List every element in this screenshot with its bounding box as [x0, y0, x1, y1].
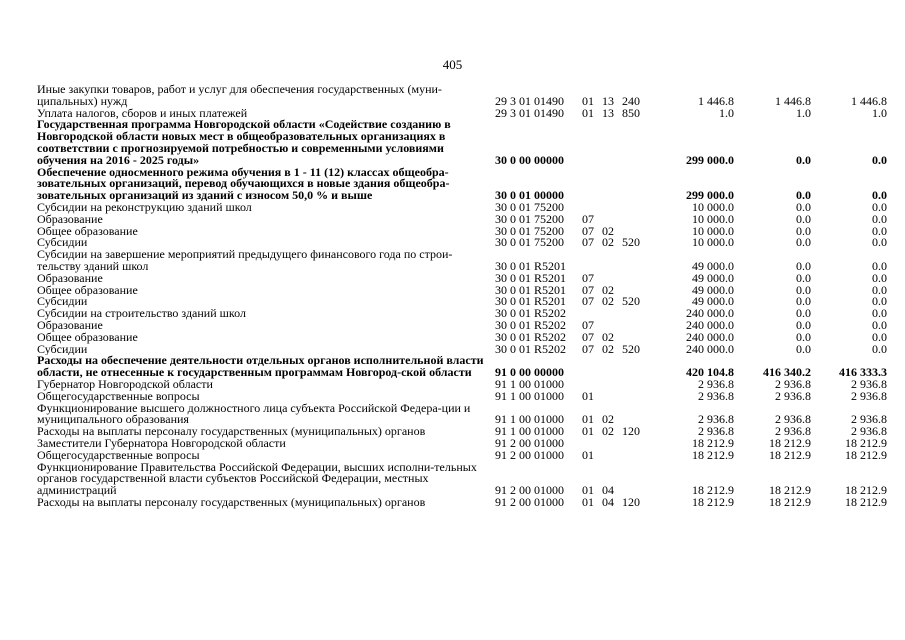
- amount-year-1: 18 212.9: [692, 496, 734, 509]
- table-row: [37, 119, 887, 166]
- amount-year-3: 0.0: [872, 296, 887, 309]
- target-article-code: 91 1 00 01000: [495, 426, 564, 438]
- target-article-code: 91 2 00 01000: [495, 449, 564, 462]
- table-row: [37, 497, 887, 509]
- table-row: [37, 462, 887, 497]
- expense-type-code: 520: [622, 296, 640, 309]
- row-name: Общее образование: [37, 331, 138, 344]
- amount-year-2: 2 936.8: [775, 412, 811, 427]
- subsection-code: [602, 167, 622, 202]
- row-name: Обеспечение односменного режима обучения в 1 - 11 (12) классах общеобра-зовательных организаций, перевод обучающихся в новые здания общеобра-зовательных организаций из зданий с износом 50,0 % и выше: [37, 166, 450, 202]
- amount-year-2: 0.0: [796, 319, 811, 332]
- amount-year-2: 1 446.8: [775, 93, 811, 108]
- table-row: [37, 426, 887, 438]
- expense-type-code: [622, 462, 655, 497]
- row-name: Образование: [37, 319, 103, 332]
- amount-year-1: 18 212.9: [692, 483, 734, 497]
- budget-table: [37, 84, 887, 509]
- target-article-code: 91 2 00 01000: [495, 437, 564, 450]
- amount-year-2: 2 936.8: [775, 426, 811, 438]
- row-name: Иные закупки товаров, работ и услуг для обеспечения государственных (муни-ципальных) нужд: [37, 84, 442, 108]
- section-code: [582, 438, 602, 450]
- amount-year-2: 0.0: [796, 213, 811, 226]
- expense-type-code: 120: [622, 496, 640, 509]
- expense-type-code: 520: [622, 343, 640, 356]
- subsection-code: [602, 379, 622, 391]
- row-name: Губернатор Новгородской области: [37, 378, 213, 391]
- target-article-code: 30 0 01 75200: [495, 225, 564, 238]
- expense-type-code: [622, 403, 655, 427]
- subsection-code: [602, 391, 622, 403]
- target-article-code: 30 0 01 R5201: [495, 272, 567, 285]
- row-name: Образование: [37, 272, 103, 285]
- expense-type-code: [622, 249, 655, 273]
- table-row: [37, 332, 887, 344]
- target-article-code: 91 0 00 00000: [495, 365, 564, 379]
- amount-year-3: 0.0: [872, 237, 887, 250]
- section-code: 07: [582, 331, 594, 344]
- subsection-code: [602, 320, 622, 332]
- target-article-code: 30 0 01 75200: [495, 213, 564, 226]
- amount-year-1: 240 000.0: [686, 343, 734, 356]
- section-code: 07: [582, 272, 594, 285]
- section-code: [582, 202, 602, 214]
- amount-year-2: 0.0: [796, 331, 811, 344]
- amount-year-2: 2 936.8: [775, 378, 811, 391]
- amount-year-3: 2 936.8: [851, 412, 887, 427]
- section-code: 07: [582, 296, 594, 309]
- amount-year-2: 0.0: [796, 225, 811, 238]
- table-row: [37, 285, 887, 297]
- subsection-code: [602, 438, 622, 450]
- subsection-code: 02: [602, 426, 614, 438]
- target-article-code: 91 1 00 01000: [495, 390, 564, 403]
- amount-year-1: 49 000.0: [692, 284, 734, 297]
- amount-year-2: 0.0: [796, 308, 811, 320]
- expense-type-code: 520: [622, 237, 640, 250]
- row-name: Общегосударственные вопросы: [37, 449, 200, 462]
- section-code: [582, 119, 602, 166]
- amount-year-1: 2 936.8: [698, 378, 734, 391]
- subsection-code: [602, 308, 622, 320]
- subsection-code: [602, 450, 622, 462]
- expense-type-code: [622, 285, 655, 297]
- table-row: [37, 379, 887, 391]
- expense-type-code: [622, 438, 655, 450]
- expense-type-code: [622, 320, 655, 332]
- amount-year-3: 18 212.9: [845, 496, 887, 509]
- table-row: [37, 355, 887, 379]
- row-name: Расходы на выплаты персоналу государственных (муниципальных) органов: [37, 426, 426, 438]
- row-name: Функционирование высшего должностного лица субъекта Российской Федера-ции и муниципального образования: [37, 402, 471, 427]
- row-name: Субсидии: [37, 237, 88, 250]
- section-code: 07: [582, 319, 594, 332]
- subsection-code: [602, 119, 622, 166]
- row-name: Уплата налогов, сборов и иных платежей: [37, 107, 248, 120]
- subsection-code: [602, 214, 622, 226]
- row-name: Субсидии: [37, 296, 88, 309]
- row-name: Субсидии: [37, 343, 88, 356]
- amount-year-1: 49 000.0: [692, 272, 734, 285]
- table-row: [37, 308, 887, 320]
- section-code: [582, 379, 602, 391]
- amount-year-3: 18 212.9: [845, 483, 887, 497]
- amount-year-3: 0.0: [872, 308, 887, 320]
- amount-year-3: 416 333.3: [839, 365, 887, 379]
- expense-type-code: [622, 273, 655, 285]
- section-code: 07: [582, 213, 594, 226]
- expense-type-code: [622, 391, 655, 403]
- amount-year-3: 0.0: [872, 284, 887, 297]
- amount-year-3: 0.0: [872, 319, 887, 332]
- amount-year-1: 1.0: [719, 107, 734, 120]
- table-row: [37, 108, 887, 120]
- subsection-code: 02: [602, 284, 614, 297]
- row-name: Субсидии на завершение мероприятий предыдущего финансового года по строи-тельству зданий школ: [37, 249, 453, 273]
- row-name: Образование: [37, 213, 103, 226]
- amount-year-2: 0.0: [796, 343, 811, 356]
- expense-type-code: [622, 202, 655, 214]
- target-article-code: 91 1 00 01000: [495, 412, 564, 427]
- table-row: [37, 391, 887, 403]
- budget-table-body: [37, 84, 887, 509]
- amount-year-2: 18 212.9: [769, 496, 811, 509]
- subsection-code: 04: [602, 496, 614, 509]
- amount-year-1: 240 000.0: [686, 331, 734, 344]
- section-code: 07: [582, 237, 594, 250]
- amount-year-3: 2 936.8: [851, 426, 887, 438]
- amount-year-2: 0.0: [796, 258, 811, 273]
- amount-year-3: 0.0: [872, 343, 887, 356]
- subsection-code: 02: [602, 343, 614, 356]
- amount-year-1: 10 000.0: [692, 225, 734, 238]
- expense-type-code: [622, 355, 655, 379]
- target-article-code: 30 0 01 R5201: [495, 258, 567, 273]
- expense-type-code: [622, 167, 655, 202]
- expense-type-code: [622, 214, 655, 226]
- subsection-code: 13: [602, 93, 614, 108]
- amount-year-3: 0.0: [872, 152, 887, 167]
- table-row: [37, 202, 887, 214]
- table-row: [37, 296, 887, 308]
- amount-year-2: 0.0: [796, 284, 811, 297]
- amount-year-2: 0.0: [796, 237, 811, 250]
- expense-type-code: [622, 226, 655, 238]
- amount-year-3: 1.0: [872, 107, 887, 120]
- amount-year-3: 0.0: [872, 201, 887, 214]
- row-name: Общегосударственные вопросы: [37, 390, 200, 403]
- row-name: Субсидии на реконструкцию зданий школ: [37, 201, 252, 214]
- section-code: 07: [582, 225, 594, 238]
- subsection-code: [602, 202, 622, 214]
- amount-year-2: 18 212.9: [769, 483, 811, 497]
- subsection-code: [602, 273, 622, 285]
- subsection-code: 02: [602, 225, 614, 238]
- row-name: Общее образование: [37, 284, 138, 297]
- amount-year-1: 2 936.8: [698, 426, 734, 438]
- expense-type-code: 240: [622, 93, 640, 108]
- expense-type-code: [622, 379, 655, 391]
- subsection-code: [602, 249, 622, 273]
- amount-year-1: 49 000.0: [692, 296, 734, 309]
- amount-year-1: 1 446.8: [698, 93, 734, 108]
- table-row: [37, 167, 887, 202]
- section-code: 07: [582, 284, 594, 297]
- expense-type-code: [622, 119, 655, 166]
- amount-year-3: 2 936.8: [851, 378, 887, 391]
- section-code: 01: [582, 412, 594, 427]
- table-row: [37, 450, 887, 462]
- target-article-code: 30 0 01 75200: [495, 237, 564, 250]
- section-code: [582, 355, 602, 379]
- subsection-code: 02: [602, 331, 614, 344]
- amount-year-1: 10 000.0: [692, 237, 734, 250]
- amount-year-2: 18 212.9: [769, 449, 811, 462]
- amount-year-2: 2 936.8: [775, 390, 811, 403]
- table-row: [37, 273, 887, 285]
- amount-year-2: 18 212.9: [769, 437, 811, 450]
- row-name: Заместители Губернатора Новгородской области: [37, 437, 286, 450]
- amount-year-3: 18 212.9: [845, 437, 887, 450]
- table-row: [37, 344, 887, 356]
- amount-year-3: 0.0: [872, 225, 887, 238]
- table-row: [37, 226, 887, 238]
- section-code: 01: [582, 390, 594, 403]
- table-row: [37, 320, 887, 332]
- expense-type-code: 120: [622, 426, 640, 438]
- section-code: 01: [582, 483, 594, 497]
- expense-type-code: 850: [622, 107, 640, 120]
- amount-year-3: 0.0: [872, 272, 887, 285]
- amount-year-2: 0.0: [796, 152, 811, 167]
- amount-year-1: 10 000.0: [692, 201, 734, 214]
- target-article-code: 30 0 01 R5202: [495, 343, 567, 356]
- amount-year-1: 240 000.0: [686, 308, 734, 320]
- section-code: 07: [582, 343, 594, 356]
- section-code: [582, 167, 602, 202]
- subsection-code: 02: [602, 237, 614, 250]
- amount-year-3: 1 446.8: [851, 93, 887, 108]
- amount-year-3: 0.0: [872, 258, 887, 273]
- section-code: [582, 249, 602, 273]
- section-code: [582, 308, 602, 320]
- section-code: 01: [582, 496, 594, 509]
- table-row: [37, 438, 887, 450]
- row-name: Общее образование: [37, 225, 138, 238]
- section-code: 01: [582, 93, 594, 108]
- target-article-code: 30 0 01 R5202: [495, 308, 567, 320]
- amount-year-3: 2 936.8: [851, 390, 887, 403]
- subsection-code: 02: [602, 412, 614, 427]
- table-row: [37, 403, 887, 427]
- target-article-code: 91 2 00 01000: [495, 496, 564, 509]
- subsection-code: 02: [602, 296, 614, 309]
- target-article-code: 30 0 01 R5202: [495, 319, 567, 332]
- amount-year-1: 420 104.8: [686, 365, 734, 379]
- amount-year-3: 18 212.9: [845, 449, 887, 462]
- target-article-code: 30 0 01 R5202: [495, 331, 567, 344]
- target-article-code: 30 0 00 00000: [495, 152, 564, 167]
- amount-year-1: 2 936.8: [698, 412, 734, 427]
- amount-year-1: 18 212.9: [692, 437, 734, 450]
- page-number: 405: [442, 57, 463, 72]
- expense-type-code: [622, 308, 655, 320]
- amount-year-3: 0.0: [872, 188, 887, 202]
- amount-year-2: 1.0: [796, 107, 811, 120]
- table-row: [37, 214, 887, 226]
- target-article-code: 29 3 01 01490: [495, 93, 564, 108]
- section-code: 01: [582, 426, 594, 438]
- expense-type-code: [622, 450, 655, 462]
- amount-year-2: 416 340.2: [763, 365, 811, 379]
- amount-year-1: 10 000.0: [692, 213, 734, 226]
- row-name: Функционирование Правительства Российской Федерации, высших исполни-тельных органов государственной власти субъектов Российской Федерации, местных администраций: [37, 461, 477, 497]
- amount-year-2: 0.0: [796, 296, 811, 309]
- section-code: 01: [582, 449, 594, 462]
- subsection-code: 13: [602, 107, 614, 120]
- table-row: [37, 249, 887, 273]
- target-article-code: 30 0 01 R5201: [495, 296, 567, 309]
- target-article-code: 91 1 00 01000: [495, 378, 564, 391]
- expense-type-code: [622, 332, 655, 344]
- amount-year-1: 49 000.0: [692, 258, 734, 273]
- amount-year-1: 299 000.0: [686, 152, 734, 167]
- row-name: Расходы на обеспечение деятельности отдельных органов исполнительной власти области, не отнесенные к государственным программам Новгород-ской области: [37, 355, 484, 379]
- target-article-code: 30 0 01 R5201: [495, 284, 567, 297]
- target-article-code: 91 2 00 01000: [495, 483, 564, 497]
- section-code: 01: [582, 107, 594, 120]
- target-article-code: 30 0 01 75200: [495, 201, 564, 214]
- amount-year-2: 0.0: [796, 201, 811, 214]
- row-name: Государственная программа Новгородской области «Содействие созданию в Новгородской области новых мест в общеобразовательных организациях в соответствии с прогнозируемой потребностью и современными условиями обучения на 2016 - 2025 годы»: [37, 119, 451, 167]
- amount-year-2: 0.0: [796, 188, 811, 202]
- row-name: Субсидии на строительство зданий школ: [37, 308, 246, 320]
- table-row: [37, 84, 887, 108]
- subsection-code: 04: [602, 483, 614, 497]
- amount-year-1: 2 936.8: [698, 390, 734, 403]
- subsection-code: [602, 355, 622, 379]
- amount-year-1: 18 212.9: [692, 449, 734, 462]
- amount-year-2: 0.0: [796, 272, 811, 285]
- table-row: [37, 237, 887, 249]
- target-article-code: 30 0 01 00000: [495, 188, 564, 202]
- amount-year-3: 0.0: [872, 331, 887, 344]
- amount-year-3: 0.0: [872, 213, 887, 226]
- amount-year-1: 299 000.0: [686, 188, 734, 202]
- target-article-code: 29 3 01 01490: [495, 107, 564, 120]
- amount-year-1: 240 000.0: [686, 319, 734, 332]
- row-name: Расходы на выплаты персоналу государственных (муниципальных) органов: [37, 496, 426, 509]
